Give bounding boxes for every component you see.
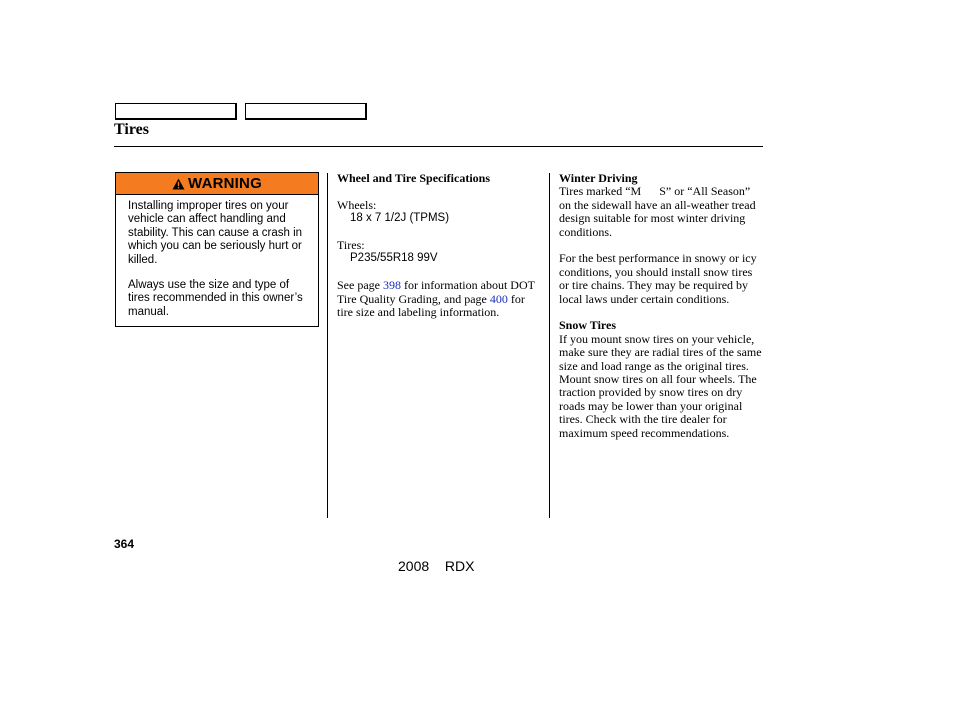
winter-heading: Winter Driving <box>559 171 638 185</box>
winter-paragraph-1: Tires marked “M S” or “All Season” on the sidewall have an all-weather tread design suitable for most winter driving conditions. <box>559 184 759 239</box>
snow-tires-paragraph: If you mount snow tires on your vehicle, make sure they are radial tires of the same size and load range as the original tires. Mount snow tires on all four wheels. The traction provided by snow tires on dry roads may be lower than your original tires. Check with the tire dealer for maximum speed recommendations. <box>559 331 762 440</box>
tires-label: Tires: <box>337 238 365 252</box>
tires-value: P235/55R18 99V <box>350 252 438 265</box>
winter-column <box>559 172 765 440</box>
see-page-text <box>337 279 542 319</box>
title-divider <box>114 146 763 147</box>
nav-tab-button-1[interactable] <box>115 103 237 120</box>
page-title: Tires <box>114 121 149 138</box>
footer-model: 2008 RDX <box>398 558 475 574</box>
page-link-400[interactable]: 400 <box>489 291 508 306</box>
specs-heading: Wheel and Tire Specifications <box>337 171 491 185</box>
nav-tab-button-2[interactable] <box>245 103 367 120</box>
warning-paragraph-1: Installing improper tires on your vehicle can affect handling and stability. This can cause a crash in which you can be seriously hurt or killed. <box>128 200 303 266</box>
wheels-label: Wheels: <box>337 197 377 212</box>
page-number: 364 <box>114 537 135 551</box>
specs-column <box>337 172 542 319</box>
wheels-value: 18 x 7 1/2J (TPMS) <box>350 212 450 225</box>
warning-box <box>115 172 319 327</box>
see-page-text-3: for tire size and labeling information. <box>337 291 525 320</box>
column-divider-1 <box>327 173 328 518</box>
snow-tires-heading: Snow Tires <box>559 318 617 333</box>
warning-triangle-icon <box>172 178 185 190</box>
page-link-398[interactable]: 398 <box>382 278 401 293</box>
column-divider-2 <box>549 173 550 518</box>
warning-paragraph-2: Always use the size and type of tires recommended in this owner’s manual. <box>128 279 303 318</box>
see-page-text-1: See page <box>337 278 383 293</box>
see-page-text-2: for information about DOT Tire Quality Grading, and page <box>337 278 535 306</box>
warning-body <box>116 195 318 319</box>
warning-header <box>116 173 318 195</box>
winter-paragraph-2: For the best performance in snowy or icy conditions, you should install snow tires or tire chains. They may be required by local laws under certain conditions. <box>559 251 757 306</box>
warning-label: WARNING <box>188 175 262 192</box>
